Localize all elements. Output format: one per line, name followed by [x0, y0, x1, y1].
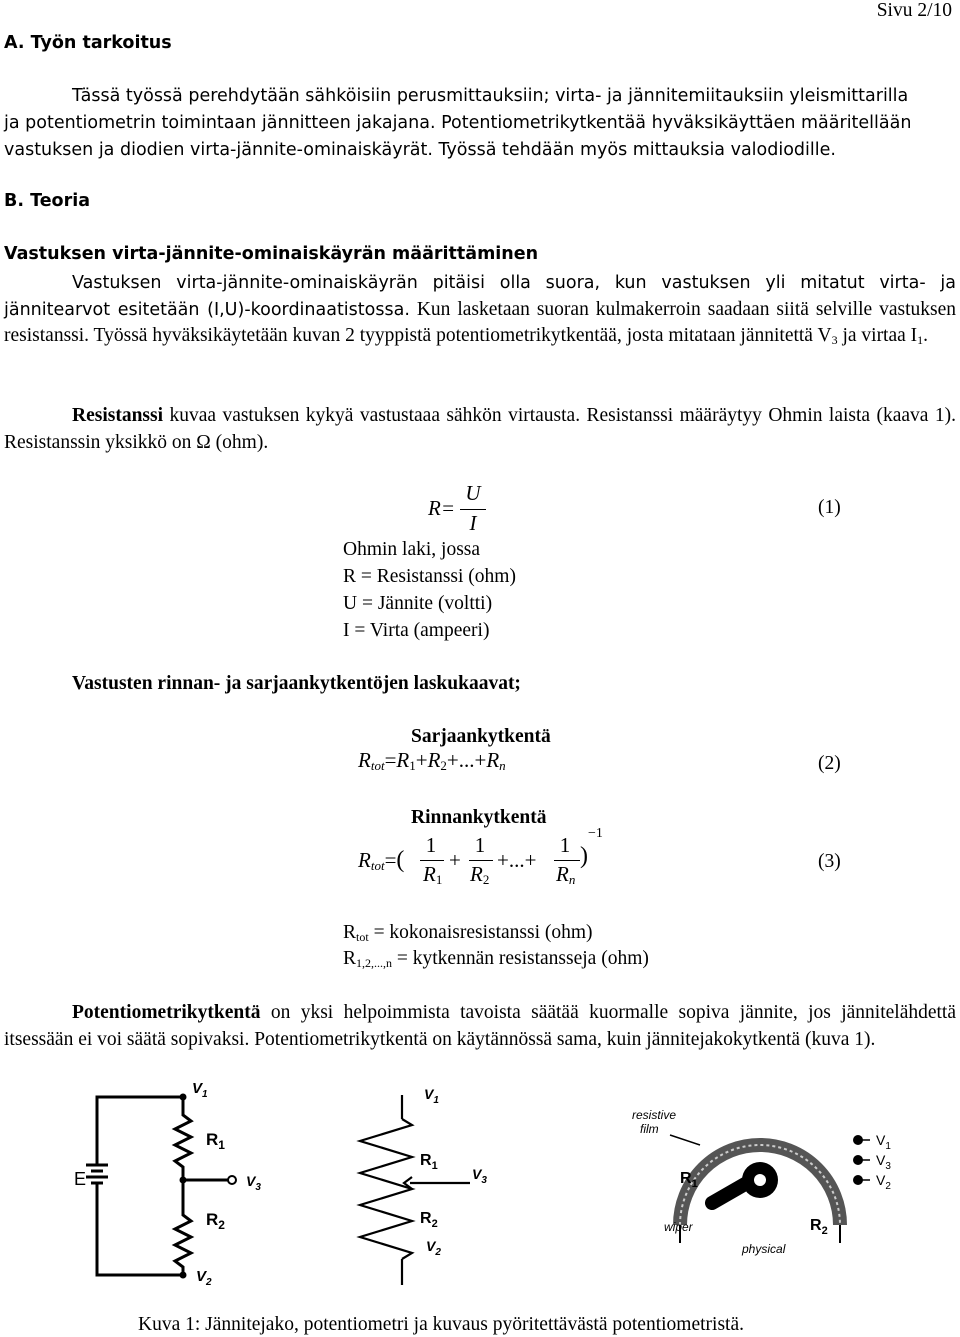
v3-subscript: 3 — [831, 333, 838, 347]
parallel-title: Rinnankytkentä — [411, 807, 547, 828]
i1-subscript: 1 — [917, 333, 924, 347]
series-formula — [358, 748, 506, 774]
series-r2-sub: 2 — [440, 758, 447, 773]
def-rtot-r: R — [343, 922, 357, 943]
series-number: (2) — [818, 753, 841, 774]
parallel-frac1-den — [423, 862, 442, 888]
pot-label-v3: $V_3$ — [472, 1166, 487, 1186]
parallel-dots: ...+ — [508, 848, 537, 872]
section-a-heading: A. Työn tarkoitus — [4, 33, 172, 53]
resistor-text-2: Kun lasketaan suoran kulmakerroin saadaan siitä selville vastuksen resistanssi. Työssä hyväksikäytetään kuvan 2 tyyppistä potentiometrikytkentää, josta mitataan jännitettä V — [4, 298, 956, 346]
label-v3: $V_3$ — [246, 1173, 261, 1193]
def-rtot-text: = kokonaisresistanssi (ohm) — [368, 922, 593, 943]
series-r1-sub: 1 — [409, 758, 416, 773]
parallel-number: (3) — [818, 851, 841, 872]
intro-line-2: ja potentiometrin toimintaan jännitteen jakajana. Potentiometrikytkentää hyväksikäyttäen määritellään — [4, 113, 912, 133]
series-dots: + — [446, 748, 459, 772]
phys-label-r1: $R_1$ — [680, 1170, 698, 1190]
physical-potentiometer-diagram — [670, 1135, 870, 1243]
parallel-close-paren: ) — [580, 843, 588, 869]
parallel-plus-2: + — [497, 848, 509, 872]
formula1-def-u: U = Jännite (voltti) — [343, 593, 493, 614]
resistance-text: kuvaa vastuksen kykyä vastustaaa sähkön virtausta. Resistanssi määräytyy Ohmin laista (kaava 1). Resistanssin yksikkö on Ω (ohm). — [4, 405, 956, 453]
parallel-frac1-r: R — [423, 862, 436, 886]
series-plus: + — [415, 748, 428, 772]
def-rtot — [343, 922, 593, 945]
figure-caption: Kuva 1: Jännitejako, potentiometri ja kuvaus pyöritettävästä potentiometristä. — [138, 1314, 744, 1335]
def-rn — [343, 948, 649, 971]
formula1-number: (1) — [818, 497, 841, 518]
divider-out-node — [228, 1176, 236, 1184]
def-rn-sub: 1,2,...,n — [356, 956, 393, 970]
figure-potentiometer — [0, 1075, 960, 1305]
pot-label-v2: $V_2$ — [426, 1238, 441, 1258]
section-b-heading: B. Teoria — [4, 191, 91, 211]
series-rn: R — [486, 748, 500, 772]
formula1-def-i: I = Virta (ampeeri) — [343, 620, 490, 641]
parallel-r: R — [358, 848, 371, 872]
series-rn-sub: n — [499, 758, 506, 773]
formula1-def-r: R = Resistanssi (ohm) — [343, 566, 516, 587]
parallel-frac1-num: 1 — [425, 833, 437, 857]
parallel-exponent: −1 — [588, 826, 603, 841]
parallel-frac2-line — [469, 860, 493, 861]
parallel-fracn-line — [554, 860, 580, 861]
formula1-lhs: R= — [428, 496, 455, 520]
divider-top-node — [180, 1094, 187, 1101]
potentiometer-term: Potentiometrikytkentä — [72, 1002, 261, 1023]
parallel-fracn-sub: n — [568, 872, 576, 887]
formula1-denominator: I — [469, 511, 477, 535]
voltage-divider-diagram — [86, 1097, 230, 1275]
series-eq: = — [384, 748, 397, 772]
parallel-eq: = — [384, 848, 397, 872]
series-tot-sub: tot — [370, 758, 385, 773]
intro-line-3: vastuksen ja diodien virta-jännite-ominaiskäyrät. Työssä tehdään myös mittauksia valodiodille. — [4, 140, 836, 160]
parallel-frac2-den — [470, 862, 489, 888]
series-dots-plus: ...+ — [458, 748, 487, 772]
parallel-frac1-line — [420, 860, 444, 861]
parallel-dots-plus — [497, 848, 536, 873]
page-number: Sivu 2/10 — [876, 0, 952, 21]
label-resistive: resistive — [632, 1108, 677, 1122]
parallel-frac2-num: 1 — [474, 833, 486, 857]
def-rn-r: R — [343, 948, 357, 969]
resistor-text-end: . — [923, 325, 929, 346]
resistance-term: Resistanssi — [72, 405, 164, 426]
divider-bottom-node — [180, 1272, 187, 1279]
phys-label-v3: $V_3$ — [876, 1152, 891, 1172]
parallel-plus-1: + — [449, 848, 461, 872]
series-title: Sarjaankytkentä — [411, 726, 551, 747]
parallel-open-paren: ( — [396, 847, 405, 873]
divider-mid-node — [180, 1177, 187, 1184]
phys-label-v1: $V_1$ — [876, 1132, 891, 1152]
label-e: E — [74, 1169, 87, 1189]
parallel-rtot — [358, 847, 404, 874]
resistance-paragraph — [4, 403, 956, 456]
phys-label-v2: $V_2$ — [876, 1172, 891, 1192]
formula1-caption: Ohmin laki, jossa — [343, 539, 481, 560]
label-r2: $R_2$ — [206, 1210, 225, 1232]
label-wiper: wiper — [664, 1220, 693, 1234]
parallel-frac2-r: R — [470, 862, 483, 886]
parallel-frac2-sub: 2 — [482, 872, 490, 887]
potentiometer-text: on yksi helpoimmista tavoista säätää kuormalle sopiva jännite, jos jännitelähdettä itsessään ei voi säätä sopivaksi. Potentiometrikytkentä on käytännössä sama, kuin jännitejakokytkentä (kuva 1). — [4, 1002, 956, 1050]
pot-label-v1: $V_1$ — [424, 1086, 439, 1106]
parallel-tot-sub: tot — [370, 858, 385, 873]
formula1-numerator: U — [465, 481, 481, 505]
label-physical: physical — [742, 1242, 786, 1256]
parallel-fracn-r: R — [556, 862, 569, 886]
series-r2: R — [427, 748, 441, 772]
label-r1: $R_1$ — [206, 1130, 225, 1152]
potentiometer-symbol-diagram — [360, 1095, 470, 1285]
label-film: film — [640, 1122, 659, 1136]
series-r1: R — [396, 748, 410, 772]
parallel-fracn-den — [556, 862, 575, 888]
resistor-paragraph — [4, 270, 956, 354]
circuits-heading: Vastusten rinnan- ja sarjaankytkentöjen laskukaavat; — [72, 673, 521, 694]
parallel-frac1-sub: 1 — [435, 872, 443, 887]
resistor-text-3: ja virtaa I — [837, 325, 918, 346]
resistor-heading: Vastuksen virta-jännite-ominaiskäyrän määrittäminen — [4, 244, 539, 264]
label-v2: $V_2$ — [196, 1268, 212, 1288]
pot-label-r1: $R_1$ — [420, 1152, 438, 1172]
intro-line-1: Tässä työssä perehdytään sähköisiin perusmittauksiin; virta- ja jännitemiitauksiin yleismittarilla — [72, 86, 909, 106]
parallel-fracn-num: 1 — [559, 833, 571, 857]
def-rn-text: = kytkennän resistansseja (ohm) — [392, 948, 649, 969]
series-rtot: R — [358, 748, 371, 772]
resistor-text-1: Vastuksen virta-jännite-ominaiskäyrän pitäisi olla suora, kun vastuksen yli mitatut virta- ja jännitearvot esitetään (I,U)-koordinaatistossa. — [4, 273, 956, 320]
pot-label-r2: $R_2$ — [420, 1210, 438, 1230]
phys-label-r2: $R_2$ — [810, 1217, 828, 1237]
potentiometer-paragraph — [4, 1000, 956, 1053]
label-v1: $V_1$ — [192, 1080, 208, 1100]
formula1-fraction-line — [460, 509, 486, 510]
def-rtot-sub: tot — [356, 930, 369, 944]
